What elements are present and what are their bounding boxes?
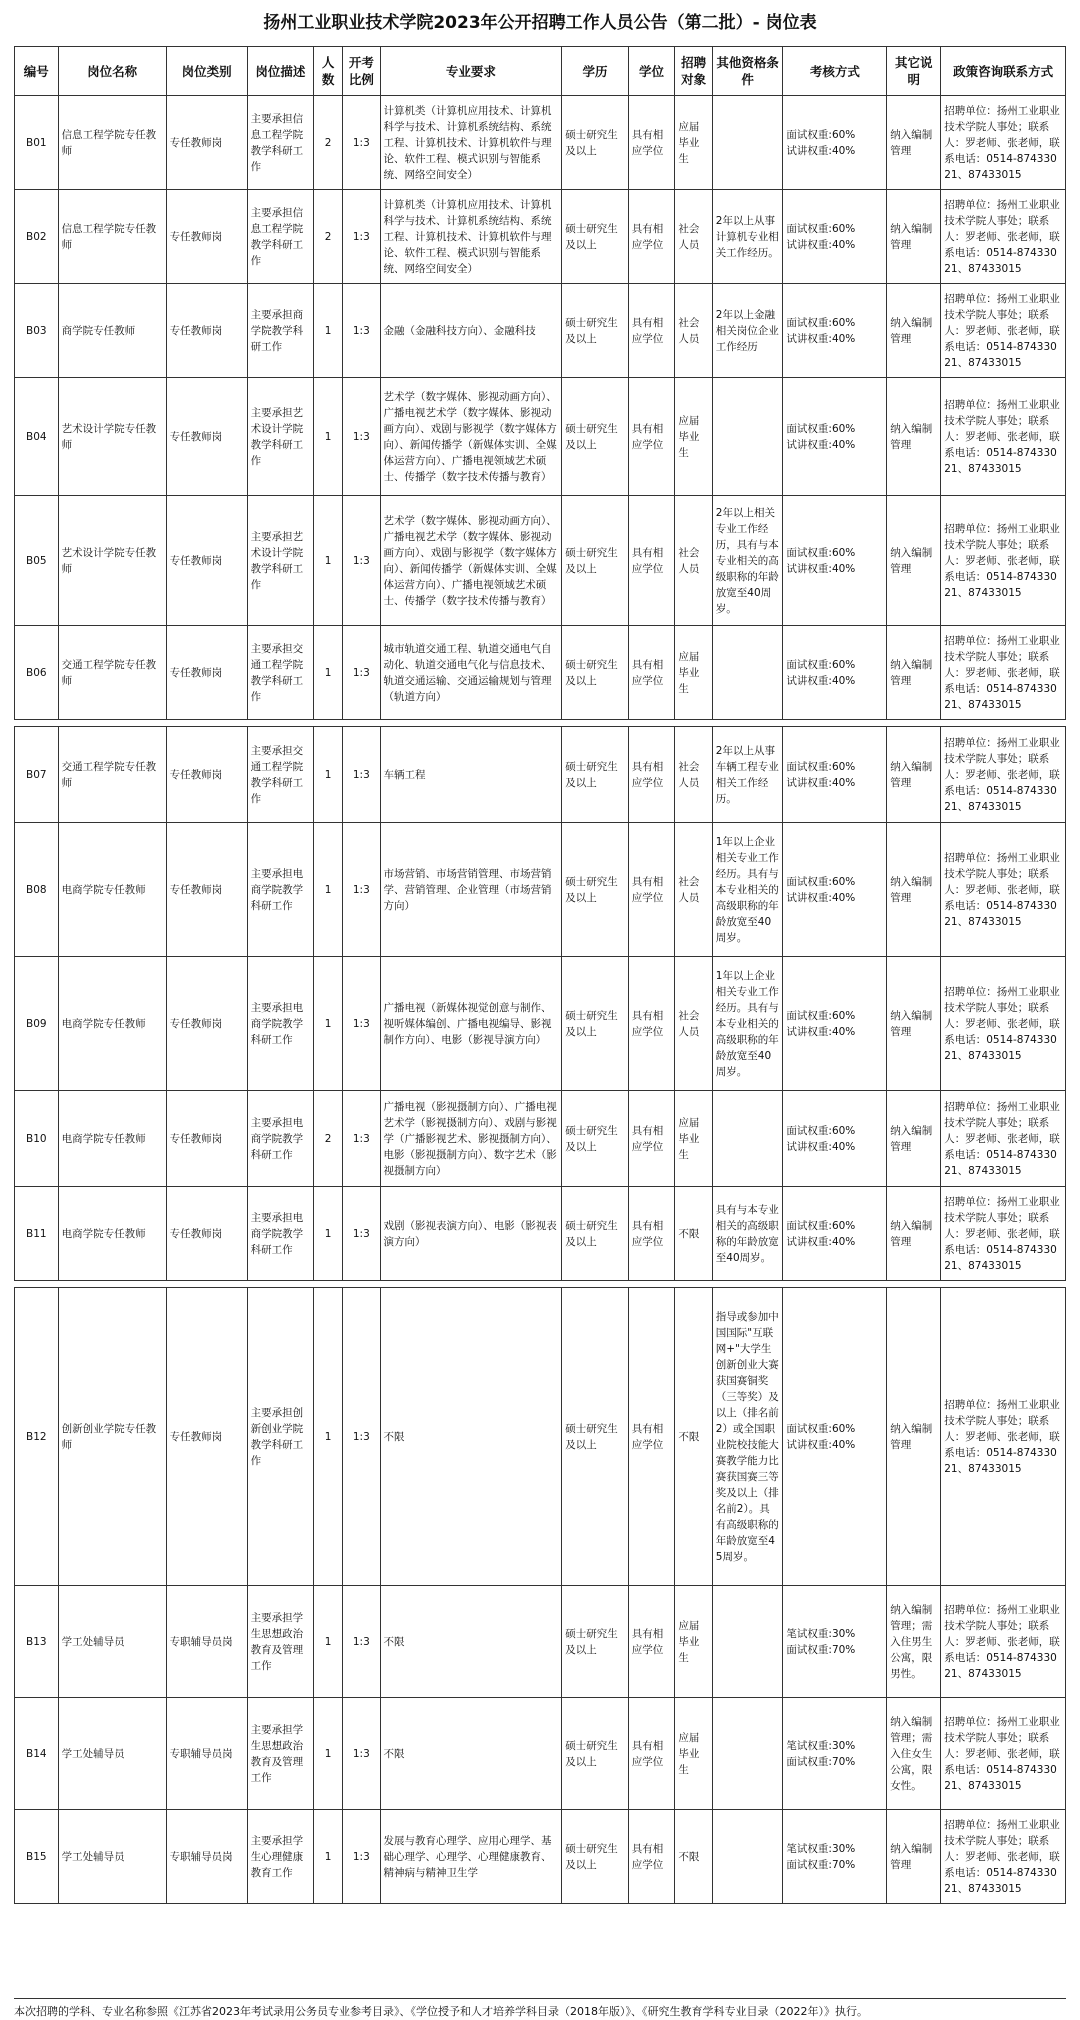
cell-major: 车辆工程 [380, 727, 562, 823]
cell-edu: 硕士研究生及以上 [562, 1586, 628, 1698]
cell-ratio: 1:3 [343, 96, 380, 190]
cell-other [712, 1810, 783, 1904]
cell-note: 纳入编制管理 [887, 190, 941, 284]
cell-major: 城市轨道交通工程、轨道交通电气自动化、轨道交通电气化与信息技术、轨道交通运输、交通运输规划与管理（轨道方向） [380, 626, 562, 720]
table-row [15, 823, 1066, 957]
cell-edu: 硕士研究生及以上 [562, 1810, 628, 1904]
cell-contact: 招聘单位：扬州工业职业技术学院人事处；联系人：罗老师、张老师，联系电话：0514-87433021、87433015 [941, 1288, 1066, 1586]
cell-desc: 主要承担信息工程学院教学科研工作 [247, 96, 313, 190]
cell-name: 交通工程学院专任教师 [58, 626, 166, 720]
cell-edu: 硕士研究生及以上 [562, 626, 628, 720]
cell-desc: 主要承担学生思想政治教育及管理工作 [247, 1698, 313, 1810]
cell-contact: 招聘单位：扬州工业职业技术学院人事处；联系人：罗老师、张老师，联系电话：0514-87433021、87433015 [941, 190, 1066, 284]
cell-ratio: 1:3 [343, 727, 380, 823]
cell-contact: 招聘单位：扬州工业职业技术学院人事处；联系人：罗老师、张老师，联系电话：0514-87433021、87433015 [941, 823, 1066, 957]
cell-assess: 面试权重:60% 试讲权重:40% [783, 957, 887, 1091]
cell-assess: 面试权重:60% 试讲权重:40% [783, 1187, 887, 1281]
cell-name: 艺术设计学院专任教师 [58, 378, 166, 496]
cell-target: 社会人员 [675, 957, 712, 1091]
cell-id: B03 [15, 284, 59, 378]
header-cell: 岗位名称 [58, 47, 166, 96]
cell-target: 不限 [675, 1810, 712, 1904]
cell-id: B01 [15, 96, 59, 190]
cell-ratio: 1:3 [343, 1698, 380, 1810]
cell-name: 交通工程学院专任教师 [58, 727, 166, 823]
cell-note: 纳入编制管理 [887, 96, 941, 190]
cell-edu: 硕士研究生及以上 [562, 727, 628, 823]
cell-note: 纳入编制管理 [887, 626, 941, 720]
cell-other [712, 1091, 783, 1187]
cell-id: B09 [15, 957, 59, 1091]
cell-category: 专职辅导员岗 [166, 1810, 247, 1904]
table-row [15, 1091, 1066, 1187]
cell-assess: 笔试权重:30% 面试权重:70% [783, 1586, 887, 1698]
cell-desc: 主要承担艺术设计学院教学科研工作 [247, 496, 313, 626]
cell-count: 1 [314, 284, 343, 378]
cell-category: 专任教师岗 [166, 96, 247, 190]
cell-desc: 主要承担信息工程学院教学科研工作 [247, 190, 313, 284]
cell-assess: 面试权重:60% 试讲权重:40% [783, 823, 887, 957]
cell-category: 专职辅导员岗 [166, 1586, 247, 1698]
cell-other [712, 378, 783, 496]
cell-target: 社会人员 [675, 727, 712, 823]
header-cell: 人数 [314, 47, 343, 96]
cell-contact: 招聘单位：扬州工业职业技术学院人事处；联系人：罗老师、张老师，联系电话：0514-87433021、87433015 [941, 1187, 1066, 1281]
cell-major: 不限 [380, 1288, 562, 1586]
cell-count: 1 [314, 727, 343, 823]
cell-assess: 面试权重:60% 试讲权重:40% [783, 190, 887, 284]
cell-id: B04 [15, 378, 59, 496]
cell-target: 社会人员 [675, 496, 712, 626]
cell-degree: 具有相应学位 [628, 626, 675, 720]
cell-edu: 硕士研究生及以上 [562, 1288, 628, 1586]
cell-name: 学工处辅导员 [58, 1698, 166, 1810]
cell-assess: 面试权重:60% 试讲权重:40% [783, 284, 887, 378]
table-row [15, 1698, 1066, 1810]
row-gap [15, 1281, 1066, 1288]
cell-note: 纳入编制管理 [887, 1091, 941, 1187]
cell-edu: 硕士研究生及以上 [562, 1187, 628, 1281]
cell-target: 不限 [675, 1288, 712, 1586]
cell-desc: 主要承担电商学院教学科研工作 [247, 1091, 313, 1187]
cell-degree: 具有相应学位 [628, 190, 675, 284]
cell-degree: 具有相应学位 [628, 496, 675, 626]
cell-degree: 具有相应学位 [628, 1698, 675, 1810]
header-cell: 开考比例 [343, 47, 380, 96]
cell-name: 电商学院专任教师 [58, 1187, 166, 1281]
cell-ratio: 1:3 [343, 1187, 380, 1281]
cell-degree: 具有相应学位 [628, 1810, 675, 1904]
cell-target: 应届毕业生 [675, 1586, 712, 1698]
header-cell: 编号 [15, 47, 59, 96]
cell-desc: 主要承担学生心理健康教育工作 [247, 1810, 313, 1904]
cell-major: 金融（金融科技方向）、金融科技 [380, 284, 562, 378]
cell-major: 发展与教育心理学、应用心理学、基础心理学、心理学、心理健康教育、精神病与精神卫生学 [380, 1810, 562, 1904]
cell-count: 1 [314, 957, 343, 1091]
cell-id: B14 [15, 1698, 59, 1810]
cell-ratio: 1:3 [343, 823, 380, 957]
cell-major: 不限 [380, 1698, 562, 1810]
cell-category: 专任教师岗 [166, 284, 247, 378]
cell-other: 2年以上从事计算机专业相关工作经历。 [712, 190, 783, 284]
cell-count: 1 [314, 496, 343, 626]
cell-count: 1 [314, 626, 343, 720]
cell-contact: 招聘单位：扬州工业职业技术学院人事处；联系人：罗老师、张老师，联系电话：0514-87433021、87433015 [941, 96, 1066, 190]
cell-contact: 招聘单位：扬州工业职业技术学院人事处；联系人：罗老师、张老师，联系电话：0514-87433021、87433015 [941, 1586, 1066, 1698]
cell-count: 1 [314, 1698, 343, 1810]
cell-note: 纳入编制管理 [887, 1187, 941, 1281]
cell-degree: 具有相应学位 [628, 378, 675, 496]
cell-edu: 硕士研究生及以上 [562, 1698, 628, 1810]
cell-count: 1 [314, 1586, 343, 1698]
cell-major: 戏剧（影视表演方向）、电影（影视表演方向） [380, 1187, 562, 1281]
cell-note: 纳入编制管理 [887, 496, 941, 626]
gap-cell [15, 720, 1066, 727]
cell-other [712, 1586, 783, 1698]
cell-edu: 硕士研究生及以上 [562, 957, 628, 1091]
cell-count: 2 [314, 190, 343, 284]
cell-count: 2 [314, 1091, 343, 1187]
cell-name: 电商学院专任教师 [58, 823, 166, 957]
cell-degree: 具有相应学位 [628, 957, 675, 1091]
cell-ratio: 1:3 [343, 284, 380, 378]
cell-ratio: 1:3 [343, 1586, 380, 1698]
header-cell: 岗位类别 [166, 47, 247, 96]
cell-desc: 主要承担电商学院教学科研工作 [247, 957, 313, 1091]
cell-category: 专任教师岗 [166, 823, 247, 957]
cell-other [712, 96, 783, 190]
cell-contact: 招聘单位：扬州工业职业技术学院人事处；联系人：罗老师、张老师，联系电话：0514-87433021、87433015 [941, 1091, 1066, 1187]
cell-target: 不限 [675, 1187, 712, 1281]
cell-degree: 具有相应学位 [628, 727, 675, 823]
cell-note: 纳入编制管理 [887, 727, 941, 823]
table-row [15, 727, 1066, 823]
footer-note: 本次招聘的学科、专业名称参照《江苏省2023年考试录用公务员专业参考目录》、《学位授予和人才培养学科目录（2018年版）》、《研究生教育学科专业目录（2022年）》执行。 [14, 1998, 1066, 2019]
cell-target: 社会人员 [675, 190, 712, 284]
cell-ratio: 1:3 [343, 496, 380, 626]
cell-category: 专任教师岗 [166, 1091, 247, 1187]
header-cell: 学历 [562, 47, 628, 96]
header-cell: 学位 [628, 47, 675, 96]
table-row [15, 378, 1066, 496]
cell-name: 电商学院专任教师 [58, 957, 166, 1091]
cell-assess: 面试权重:60% 试讲权重:40% [783, 96, 887, 190]
job-table [14, 46, 1066, 1904]
cell-category: 专任教师岗 [166, 378, 247, 496]
cell-edu: 硕士研究生及以上 [562, 378, 628, 496]
gap-cell [15, 1281, 1066, 1288]
cell-degree: 具有相应学位 [628, 1091, 675, 1187]
cell-desc: 主要承担交通工程学院教学科研工作 [247, 727, 313, 823]
cell-major: 广播电视（影视摄制方向）、广播电视艺术学（影视摄制方向）、戏剧与影视学（广播影视艺术、影视摄制方向）、电影（影视摄制方向）、数字艺术（影视摄制方向） [380, 1091, 562, 1187]
cell-assess: 面试权重:60% 试讲权重:40% [783, 378, 887, 496]
cell-other: 1年以上企业相关专业工作经历。具有与本专业相关的高级职称的年龄放宽至40周岁。 [712, 957, 783, 1091]
cell-major: 计算机类（计算机应用技术、计算机科学与技术、计算机系统结构、系统工程、计算机技术、计算机软件与理论、软件工程、模式识别与智能系统、网络空间安全） [380, 96, 562, 190]
cell-major: 市场营销、市场营销管理、市场营销学、营销管理、企业管理（市场营销方向） [380, 823, 562, 957]
cell-count: 2 [314, 96, 343, 190]
cell-count: 1 [314, 823, 343, 957]
cell-contact: 招聘单位：扬州工业职业技术学院人事处；联系人：罗老师、张老师，联系电话：0514-87433021、87433015 [941, 1810, 1066, 1904]
cell-other: 具有与本专业相关的高级职称的年龄放宽至40周岁。 [712, 1187, 783, 1281]
table-row [15, 1810, 1066, 1904]
cell-edu: 硕士研究生及以上 [562, 1091, 628, 1187]
page-title: 扬州工业职业技术学院2023年公开招聘工作人员公告（第二批）- 岗位表 [263, 13, 817, 33]
cell-ratio: 1:3 [343, 626, 380, 720]
cell-count: 1 [314, 1288, 343, 1586]
cell-edu: 硕士研究生及以上 [562, 823, 628, 957]
cell-degree: 具有相应学位 [628, 96, 675, 190]
cell-degree: 具有相应学位 [628, 1586, 675, 1698]
cell-id: B05 [15, 496, 59, 626]
cell-note: 纳入编制管理；需入住男生公寓，限男性。 [887, 1586, 941, 1698]
cell-contact: 招聘单位：扬州工业职业技术学院人事处；联系人：罗老师、张老师，联系电话：0514-87433021、87433015 [941, 727, 1066, 823]
cell-major: 广播电视（新媒体视觉创意与制作、视听媒体编创、广播电视编导、影视制作方向）、电影（影视导演方向） [380, 957, 562, 1091]
cell-other: 2年以上金融相关岗位企业工作经历 [712, 284, 783, 378]
cell-major: 不限 [380, 1586, 562, 1698]
header-cell: 政策咨询联系方式 [941, 47, 1066, 96]
cell-assess: 面试权重:60% 试讲权重:40% [783, 1288, 887, 1586]
cell-note: 纳入编制管理 [887, 284, 941, 378]
cell-name: 学工处辅导员 [58, 1586, 166, 1698]
cell-ratio: 1:3 [343, 190, 380, 284]
cell-assess: 笔试权重:30% 面试权重:70% [783, 1810, 887, 1904]
table-row [15, 190, 1066, 284]
cell-major: 艺术学（数字媒体、影视动画方向）、广播电视艺术学（数字媒体、影视动画方向）、戏剧与影视学（数字媒体方向）、新闻传播学（新媒体实训、全媒体运营方向）、广播电视领域艺术硕士、传播学（数字技术传播与教育） [380, 496, 562, 626]
cell-id: B02 [15, 190, 59, 284]
cell-note: 纳入编制管理 [887, 823, 941, 957]
cell-name: 商学院专任教师 [58, 284, 166, 378]
header-cell: 专业要求 [380, 47, 562, 96]
cell-edu: 硕士研究生及以上 [562, 190, 628, 284]
cell-degree: 具有相应学位 [628, 823, 675, 957]
cell-note: 纳入编制管理 [887, 378, 941, 496]
cell-edu: 硕士研究生及以上 [562, 284, 628, 378]
cell-contact: 招聘单位：扬州工业职业技术学院人事处；联系人：罗老师、张老师，联系电话：0514-87433021、87433015 [941, 626, 1066, 720]
cell-contact: 招聘单位：扬州工业职业技术学院人事处；联系人：罗老师、张老师，联系电话：0514-87433021、87433015 [941, 957, 1066, 1091]
cell-id: B12 [15, 1288, 59, 1586]
cell-name: 信息工程学院专任教师 [58, 96, 166, 190]
cell-name: 创新创业学院专任教师 [58, 1288, 166, 1586]
cell-count: 1 [314, 1810, 343, 1904]
cell-other: 1年以上企业相关专业工作经历。具有与本专业相关的高级职称的年龄放宽至40周岁。 [712, 823, 783, 957]
cell-name: 信息工程学院专任教师 [58, 190, 166, 284]
cell-desc: 主要承担学生思想政治教育及管理工作 [247, 1586, 313, 1698]
cell-category: 专任教师岗 [166, 957, 247, 1091]
cell-degree: 具有相应学位 [628, 1187, 675, 1281]
table-row [15, 96, 1066, 190]
cell-assess: 面试权重:60% 试讲权重:40% [783, 626, 887, 720]
table-row [15, 626, 1066, 720]
cell-id: B13 [15, 1586, 59, 1698]
cell-target: 应届毕业生 [675, 626, 712, 720]
cell-category: 专任教师岗 [166, 1288, 247, 1586]
cell-major: 艺术学（数字媒体、影视动画方向）、广播电视艺术学（数字媒体、影视动画方向）、戏剧与影视学（数字媒体方向）、新闻传播学（新媒体实训、全媒体运营方向）、广播电视领域艺术硕士、传播学（数字技术传播与教育） [380, 378, 562, 496]
cell-degree: 具有相应学位 [628, 1288, 675, 1586]
cell-category: 专职辅导员岗 [166, 1698, 247, 1810]
cell-note: 纳入编制管理 [887, 957, 941, 1091]
cell-contact: 招聘单位：扬州工业职业技术学院人事处；联系人：罗老师、张老师，联系电话：0514-87433021、87433015 [941, 378, 1066, 496]
cell-degree: 具有相应学位 [628, 284, 675, 378]
cell-category: 专任教师岗 [166, 727, 247, 823]
cell-count: 1 [314, 1187, 343, 1281]
table-row [15, 496, 1066, 626]
cell-assess: 面试权重:60% 试讲权重:40% [783, 727, 887, 823]
header-cell: 其它说明 [887, 47, 941, 96]
table-row [15, 957, 1066, 1091]
cell-ratio: 1:3 [343, 1810, 380, 1904]
table-row [15, 1586, 1066, 1698]
cell-count: 1 [314, 378, 343, 496]
header-cell: 招聘对象 [675, 47, 712, 96]
header-cell: 其他资格条件 [712, 47, 783, 96]
cell-id: B10 [15, 1091, 59, 1187]
cell-assess: 面试权重:60% 试讲权重:40% [783, 496, 887, 626]
cell-edu: 硕士研究生及以上 [562, 496, 628, 626]
cell-note: 纳入编制管理；需入住女生公寓，限女性。 [887, 1698, 941, 1810]
cell-note: 纳入编制管理 [887, 1288, 941, 1586]
cell-target: 应届毕业生 [675, 378, 712, 496]
cell-id: B08 [15, 823, 59, 957]
cell-target: 应届毕业生 [675, 1091, 712, 1187]
cell-desc: 主要承担电商学院教学科研工作 [247, 1187, 313, 1281]
table-row [15, 284, 1066, 378]
cell-contact: 招聘单位：扬州工业职业技术学院人事处；联系人：罗老师、张老师，联系电话：0514-87433021、87433015 [941, 284, 1066, 378]
cell-major: 计算机类（计算机应用技术、计算机科学与技术、计算机系统结构、系统工程、计算机技术、计算机软件与理论、软件工程、模式识别与智能系统、网络空间安全） [380, 190, 562, 284]
cell-other [712, 1698, 783, 1810]
cell-id: B15 [15, 1810, 59, 1904]
cell-target: 应届毕业生 [675, 96, 712, 190]
cell-other [712, 626, 783, 720]
cell-name: 电商学院专任教师 [58, 1091, 166, 1187]
cell-desc: 主要承担电商学院教学科研工作 [247, 823, 313, 957]
cell-other: 指导或参加中国国际"互联网+"大学生创新创业大赛获国赛铜奖（三等奖）及以上（排名前2）或全国职业院校技能大赛教学能力比赛获国赛三等奖及以上（排名前2）。具有高级职称的年龄放宽至45周岁。 [712, 1288, 783, 1586]
cell-other: 2年以上从事车辆工程专业相关工作经历。 [712, 727, 783, 823]
cell-desc: 主要承担商学院教学科研工作 [247, 284, 313, 378]
cell-id: B07 [15, 727, 59, 823]
cell-ratio: 1:3 [343, 1288, 380, 1586]
cell-target: 社会人员 [675, 823, 712, 957]
cell-edu: 硕士研究生及以上 [562, 96, 628, 190]
cell-category: 专任教师岗 [166, 1187, 247, 1281]
cell-id: B06 [15, 626, 59, 720]
cell-ratio: 1:3 [343, 1091, 380, 1187]
cell-ratio: 1:3 [343, 378, 380, 496]
table-row [15, 1187, 1066, 1281]
cell-desc: 主要承担创新创业学院教学科研工作 [247, 1288, 313, 1586]
row-gap [15, 720, 1066, 727]
cell-id: B11 [15, 1187, 59, 1281]
cell-category: 专任教师岗 [166, 190, 247, 284]
cell-desc: 主要承担交通工程学院教学科研工作 [247, 626, 313, 720]
table-header-row [15, 47, 1066, 96]
table-row [15, 1288, 1066, 1586]
cell-assess: 面试权重:60% 试讲权重:40% [783, 1091, 887, 1187]
cell-assess: 笔试权重:30% 面试权重:70% [783, 1698, 887, 1810]
cell-note: 纳入编制管理 [887, 1810, 941, 1904]
cell-target: 社会人员 [675, 284, 712, 378]
cell-target: 应届毕业生 [675, 1698, 712, 1810]
cell-category: 专任教师岗 [166, 626, 247, 720]
cell-category: 专任教师岗 [166, 496, 247, 626]
cell-other: 2年以上相关专业工作经历，具有与本专业相关的高级职称的年龄放宽至40周岁。 [712, 496, 783, 626]
header-cell: 考核方式 [783, 47, 887, 96]
header-cell: 岗位描述 [247, 47, 313, 96]
cell-contact: 招聘单位：扬州工业职业技术学院人事处；联系人：罗老师、张老师，联系电话：0514-87433021、87433015 [941, 1698, 1066, 1810]
cell-desc: 主要承担艺术设计学院教学科研工作 [247, 378, 313, 496]
cell-contact: 招聘单位：扬州工业职业技术学院人事处；联系人：罗老师、张老师，联系电话：0514-87433021、87433015 [941, 496, 1066, 626]
cell-name: 学工处辅导员 [58, 1810, 166, 1904]
cell-name: 艺术设计学院专任教师 [58, 496, 166, 626]
cell-ratio: 1:3 [343, 957, 380, 1091]
